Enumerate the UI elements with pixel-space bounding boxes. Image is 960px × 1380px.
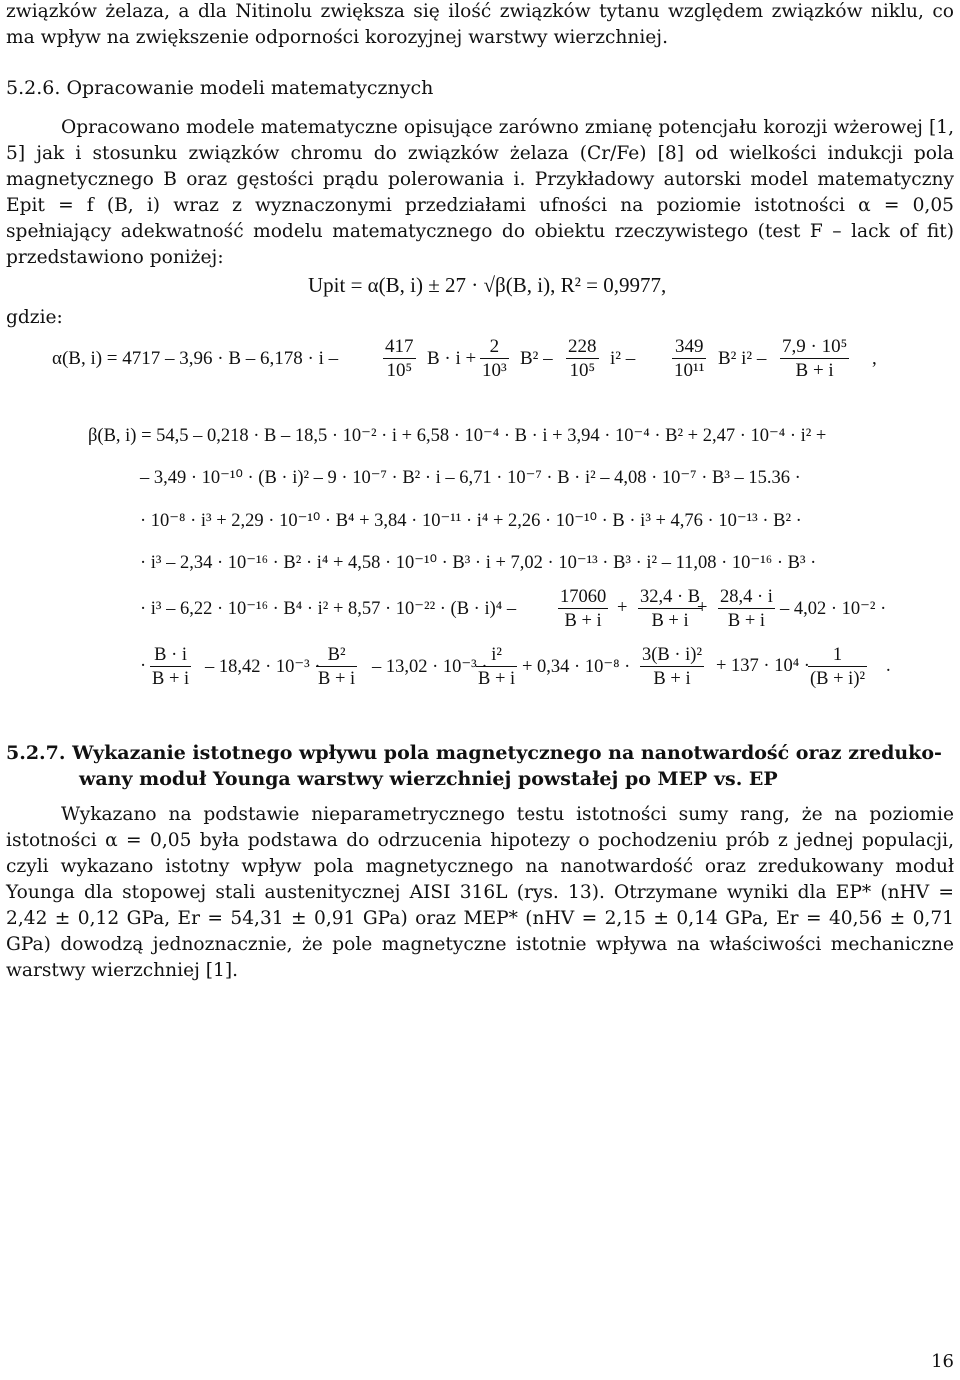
section-526-number: 5.2.6. (6, 77, 61, 99)
section-526-heading (6, 75, 433, 101)
beta-line-1: β(B, i) = 54,5 – 0,218 · B – 18,5 · 10⁻² · i + 6,58 · 10⁻⁴ · B · i + 3,94 · 10⁻⁴ · B² + 2,47 · 10⁻⁴ · i² + (88, 426, 827, 446)
beta-l6-fraction-2 (316, 644, 357, 691)
beta-l6-f2-denominator: B + i (318, 669, 356, 689)
beta-l5-fraction-2 (638, 586, 702, 633)
alpha-f3-numerator: 228 (568, 336, 597, 357)
beta-l6-f5-numerator: 1 (808, 644, 867, 667)
section-526-paragraph: Opracowano modele matematyczne opisujące zarówno zmianę potencjału korozji wżerowej [1, 5] jak i stosunku związków chromu do związków żelaza (Cr/Fe) [8] od wielkości indukcji pola magnetycznego B oraz gęstości prądu polerowania i. Przykładowy autorski model matematyczny Epit = f (B, i) wraz z wyznaczonymi przedziałami ufności na poziomie istotności α = 0,05 spełniający adekwatność modelu matematycznego do obiektu rzeczywistego (test F – lack of fit) przedstawiono poniżej: (6, 117, 954, 268)
beta-l5-f2-numerator: 32,4 · B (640, 587, 701, 607)
beta-l6-term-2: – 13,02 · 10⁻³ · (372, 657, 488, 677)
section-527-title-line-2: wany moduł Younga warstwy wierzchniej powstałej po MEP vs. EP (79, 768, 778, 790)
beta-l6-f1-denominator: B + i (152, 669, 190, 689)
beta-l6-end: . (886, 656, 891, 676)
alpha-f4-denominator: 10¹¹ (674, 360, 705, 381)
beta-line-6 (0, 640, 960, 700)
alpha-f1-denominator: 10⁵ (386, 360, 413, 381)
alpha-fraction-5 (780, 336, 849, 383)
alpha-mid-4: B² i² – (718, 348, 767, 369)
beta-l6-f4-numerator: 3(B · i)² (642, 645, 703, 665)
alpha-fraction-2 (480, 336, 509, 383)
beta-l5-plus-2: + (697, 598, 708, 618)
beta-l5-fraction-1 (558, 586, 608, 633)
alpha-f5-numerator: 7,9 · 10⁵ (782, 336, 848, 357)
alpha-f4-numerator: 349 (672, 336, 706, 359)
beta-l5-f3-numerator: 28,4 · i (720, 587, 773, 607)
alpha-f2-numerator: 2 (480, 336, 509, 359)
alpha-fraction-3 (566, 336, 599, 383)
alpha-end: , (872, 348, 877, 369)
beta-l6-term-3: + 0,34 · 10⁻⁸ · (522, 657, 631, 677)
alpha-f2-denominator: 10³ (482, 360, 507, 381)
beta-l5-plus-1: + (617, 598, 628, 618)
alpha-f5-denominator: B + i (795, 360, 834, 381)
beta-l5-fraction-3 (718, 586, 775, 633)
beta-l6-term-4: + 137 · 10⁴ · (716, 656, 810, 676)
section-527-heading (6, 740, 956, 792)
beta-l5-f3-denominator: B + i (727, 611, 766, 631)
alpha-fraction-4 (672, 336, 706, 383)
alpha-f3-denominator: 10⁵ (569, 360, 596, 381)
alpha-f1-numerator: 417 (385, 336, 414, 357)
main-equation: Upit = α(B, i) ± 27 · √β(B, i), R² = 0,9977, (308, 273, 667, 297)
section-527-heading-line-1 (6, 740, 956, 766)
beta-l6-fraction-3 (476, 644, 517, 691)
page-number: 16 (931, 1351, 954, 1372)
section-527-title-line-1: Wykazanie istotnego wpływu pola magnetycznego na nanotwardość oraz zreduko- (72, 742, 942, 764)
alpha-lhs: α(B, i) = 4717 – 3,96 · B – 6,178 · i – (52, 348, 339, 369)
beta-l6-lead: · (140, 656, 147, 676)
alpha-mid-3: i² – (610, 348, 636, 369)
beta-l5-f2-denominator: B + i (651, 611, 689, 631)
beta-l5-tail: – 4,02 · 10⁻² · (780, 599, 887, 619)
top-paragraph: związków żelaza, a dla Nitinolu zwiększa się ilość związków tytanu względem związków niklu, co ma wpływ na zwiększenie odporności korozyjnej warstwy wierzchniej. (6, 1, 954, 48)
beta-l6-f5-denominator: (B + i)² (810, 669, 866, 689)
beta-l5-lead: · i³ – 6,22 · 10⁻¹⁶ · B⁴ · i² + 8,57 · 10⁻²² · (B · i)⁴ – (140, 599, 517, 619)
section-527-number: 5.2.7. (6, 742, 66, 764)
beta-l6-f1-numerator: B · i (150, 644, 191, 667)
beta-l6-term-1: – 18,42 · 10⁻³ · (205, 657, 321, 677)
beta-line-3: · 10⁻⁸ · i³ + 2,29 · 10⁻¹⁰ · B⁴ + 3,84 · 10⁻¹¹ · i⁴ + 2,26 · 10⁻¹⁰ · B · i³ + 4,76 · 10⁻¹³ · B² · (140, 511, 802, 531)
alpha-fraction-1 (383, 336, 416, 383)
beta-line-4: · i³ – 2,34 · 10⁻¹⁶ · B² · i⁴ + 4,58 · 10⁻¹⁰ · B³ · i + 7,02 · 10⁻¹³ · B³ · i² – 11,08 · 10⁻¹⁶ · B³ · (140, 553, 817, 573)
beta-l5-f1-numerator: 17060 (560, 587, 607, 607)
section-526-title: Opracowanie modeli matematycznych (66, 77, 434, 99)
beta-l6-fraction-5 (808, 644, 867, 691)
beta-l6-fraction-1 (150, 644, 191, 691)
alpha-mid-2: B² – (520, 348, 553, 369)
beta-line-2: – 3,49 · 10⁻¹⁰ · (B · i)² – 9 · 10⁻⁷ · B² · i – 6,71 · 10⁻⁷ · B · i² – 4,08 · 10⁻⁷ · B³ – 15.36 · (140, 468, 801, 488)
section-527-paragraph: Wykazano na podstawie nieparametrycznego testu istotności sumy rang, że na poziomie istotności α = 0,05 była podstawa do odrzucenia hipotezy o pochodzeniu prób z jednej populacji, czyli wykazano istotny wpływ pola magnetycznego na nanotwardość oraz zredukowany moduł Younga dla stopowej stali austenitycznej AISI 316L (rys. 13). Otrzymane wyniki dla EP* (nHV = 2,42 ± 0,12 GPa, Er = 54,31 ± 0,91 GPa) oraz MEP* (nHV = 2,15 ± 0,14 GPa, Er = 40,56 ± 0,71 GPa) dowodzą jednoznacznie, że pole magnetyczne istotnie wpływa na właściwości mechaniczne warstwy wierzchniej [1]. (6, 804, 954, 981)
beta-l6-f3-numerator: i² (476, 644, 517, 667)
beta-l6-f4-denominator: B + i (653, 669, 691, 689)
alpha-mid-1: B · i + (427, 348, 477, 369)
beta-l6-f2-numerator: B² (316, 644, 357, 667)
alpha-equation (0, 330, 960, 400)
gdzie-label: gdzie: (6, 307, 63, 328)
beta-l6-fraction-4 (640, 644, 704, 691)
beta-l6-f3-denominator: B + i (478, 669, 516, 689)
beta-l5-f1-denominator: B + i (564, 611, 602, 631)
beta-line-5 (0, 582, 960, 642)
